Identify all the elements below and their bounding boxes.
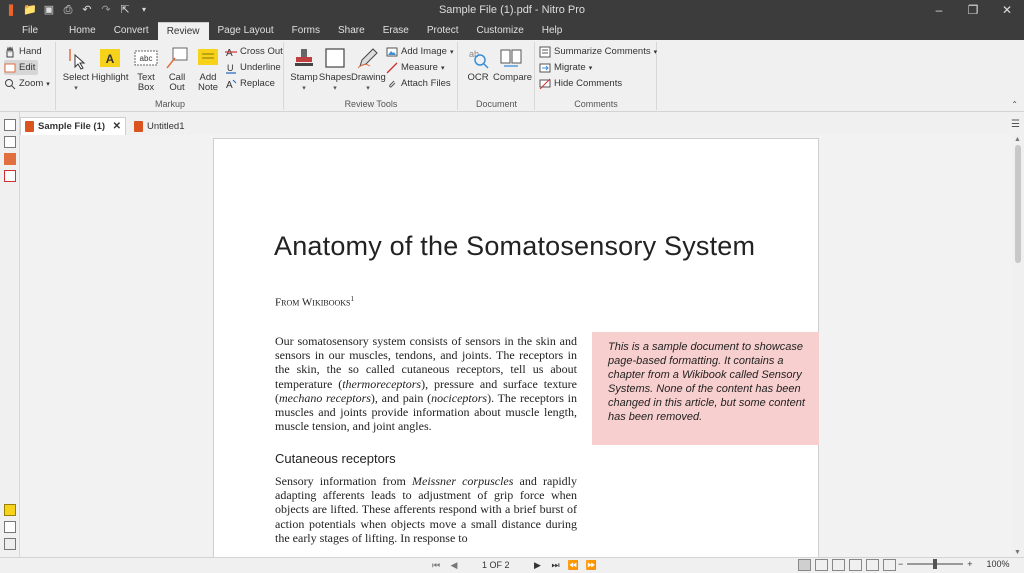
save-icon[interactable]: ▣ bbox=[43, 4, 55, 16]
shapes-button[interactable]: Shapes ▾ bbox=[318, 46, 352, 94]
left-side-panel bbox=[0, 112, 20, 557]
svg-text:A: A bbox=[105, 52, 115, 66]
last-page-icon[interactable]: ⏭ bbox=[551, 560, 560, 570]
migrate-icon bbox=[539, 62, 551, 74]
pdf-file-icon bbox=[25, 121, 34, 132]
tab-home[interactable]: Home bbox=[69, 25, 96, 36]
close-tab-icon[interactable]: ✕ bbox=[112, 121, 121, 132]
previous-view-icon[interactable]: ⏪ bbox=[567, 560, 580, 570]
markup-group-label: Markup bbox=[154, 99, 185, 109]
edit-icon bbox=[4, 62, 16, 74]
open-icon[interactable]: 📁 bbox=[23, 4, 37, 16]
previous-page-icon[interactable]: ◀ bbox=[450, 560, 458, 570]
drawing-icon bbox=[356, 46, 380, 70]
page-indicator[interactable]: 1 OF 2 bbox=[482, 560, 510, 570]
tab-page-layout[interactable]: Page Layout bbox=[217, 25, 274, 36]
call-out-icon bbox=[165, 46, 189, 70]
tab-list-icon[interactable]: ☰ bbox=[1011, 119, 1020, 130]
ocr-button[interactable]: ab OCR bbox=[461, 46, 495, 83]
zoom-out-icon[interactable]: − bbox=[898, 559, 904, 569]
cross-out-button[interactable]: A Cross Out bbox=[226, 46, 283, 58]
security-panel-icon[interactable] bbox=[4, 170, 16, 182]
compare-icon bbox=[499, 46, 523, 70]
tab-forms[interactable]: Forms bbox=[291, 25, 321, 36]
facing-view-icon[interactable] bbox=[832, 559, 845, 571]
customize-icon[interactable]: ▾ bbox=[141, 5, 146, 14]
measure-icon bbox=[386, 62, 398, 74]
document-paragraph: Our somatosensory system consists of sensors in the skin and sensors in our muscles, tendons, and joints. The receptors in the skin, the so called cutaneous receptors, tell us about temperature (thermoreceptors), pressure and surface texture (mechano receptors), and pain (nociceptors). The receptors in muscles and joints provide information about muscle length, muscle tension, and joint angles. bbox=[275, 334, 578, 434]
migrate-button[interactable]: Migrate ▾ bbox=[539, 60, 592, 75]
stamp-icon bbox=[292, 46, 316, 70]
text-box-button[interactable]: abc Text Box bbox=[129, 46, 163, 93]
review-tools-group bbox=[285, 42, 458, 110]
hide-comments-icon bbox=[539, 78, 551, 90]
svg-text:A: A bbox=[226, 79, 233, 90]
restore-button[interactable]: ❐ bbox=[967, 3, 979, 17]
document-tab-bar bbox=[20, 117, 1024, 135]
zoom-in-icon[interactable]: + bbox=[967, 559, 973, 569]
properties-panel-icon[interactable] bbox=[4, 538, 16, 550]
shapes-icon bbox=[323, 46, 347, 70]
compare-button[interactable]: Compare bbox=[493, 46, 529, 83]
svg-text:A: A bbox=[226, 47, 233, 58]
tab-customize[interactable]: Customize bbox=[476, 25, 524, 36]
next-page-icon[interactable]: ▶ bbox=[534, 560, 541, 570]
comments-group-label: Comments bbox=[574, 99, 618, 109]
footnote-marker: 1 bbox=[350, 295, 355, 303]
image-icon bbox=[386, 46, 398, 58]
document-viewer[interactable] bbox=[20, 135, 1012, 557]
zoom-control bbox=[898, 559, 1010, 569]
markup-group bbox=[57, 42, 284, 110]
pages-panel-icon[interactable] bbox=[4, 119, 16, 131]
ribbon bbox=[0, 40, 1024, 112]
tab-share[interactable]: Share bbox=[338, 25, 365, 36]
window-title: Sample File (1).pdf - Nitro Pro bbox=[438, 4, 586, 16]
paperclip-icon bbox=[386, 78, 398, 90]
highlight-icon bbox=[98, 46, 122, 70]
minimize-button[interactable]: – bbox=[935, 3, 943, 17]
review-tools-group-label: Review Tools bbox=[344, 99, 398, 109]
document-group bbox=[459, 42, 535, 110]
svg-text:ab: ab bbox=[469, 49, 480, 59]
cross-out-icon bbox=[225, 46, 237, 58]
page-navigation bbox=[430, 559, 598, 571]
undo-icon[interactable]: ↶ bbox=[82, 4, 92, 16]
hand-button[interactable]: Hand bbox=[4, 44, 42, 59]
replace-icon bbox=[225, 78, 237, 90]
next-view-icon[interactable]: ⏩ bbox=[585, 560, 598, 570]
zoom-icon bbox=[4, 78, 16, 90]
zoom-level[interactable]: 100% bbox=[986, 559, 1010, 569]
callout-box: This is a sample document to showcase page-based formatting. It contains a chapter from a Wikibook called Sensory Systems. None of the content has been changed in this article, but some content has been removed. bbox=[592, 332, 819, 445]
fit-page-icon[interactable] bbox=[883, 559, 896, 571]
redo-icon[interactable]: ↷ bbox=[101, 4, 111, 16]
comments-panel-icon[interactable] bbox=[4, 504, 16, 516]
summarize-comments-button[interactable]: Summarize Comments ▾ bbox=[539, 44, 657, 59]
tab-protect[interactable]: Protect bbox=[426, 25, 459, 36]
status-bar bbox=[0, 557, 1024, 573]
document-title: Anatomy of the Somatosensory System bbox=[274, 231, 756, 261]
text-box-icon bbox=[134, 46, 158, 70]
print-icon[interactable]: ⎙ bbox=[63, 4, 73, 16]
tab-file[interactable]: File bbox=[21, 25, 39, 36]
doc-tab-sample-file[interactable]: Sample File (1) ✕ bbox=[20, 117, 126, 135]
note-icon bbox=[196, 46, 220, 70]
navigation-group bbox=[0, 42, 56, 110]
fit-width-icon[interactable] bbox=[866, 559, 879, 571]
attachments-panel-icon[interactable] bbox=[4, 153, 16, 165]
zoom-slider[interactable] bbox=[907, 563, 963, 565]
edit-button[interactable]: Edit bbox=[4, 60, 38, 75]
facing-continuous-view-icon[interactable] bbox=[849, 559, 862, 571]
svg-text:abc: abc bbox=[139, 54, 153, 63]
zoom-slider-thumb[interactable] bbox=[933, 559, 937, 569]
tab-erase[interactable]: Erase bbox=[382, 25, 409, 36]
title-bar bbox=[0, 0, 1024, 22]
vertical-scrollbar[interactable] bbox=[1012, 135, 1024, 557]
stamp-button[interactable]: Stamp ▾ bbox=[287, 46, 321, 94]
document-group-label: Document bbox=[475, 99, 518, 109]
pdf-page bbox=[213, 138, 819, 557]
close-button[interactable]: ✕ bbox=[1001, 3, 1013, 17]
call-out-button[interactable]: Call Out bbox=[160, 46, 194, 93]
measure-button[interactable]: Measure ▾ bbox=[386, 60, 444, 75]
highlight-button[interactable]: A Highlight bbox=[91, 46, 129, 83]
scroll-down-icon[interactable]: ▼ bbox=[1014, 549, 1021, 556]
select-cursor-icon bbox=[64, 46, 88, 70]
summarize-icon bbox=[539, 46, 551, 58]
doc-tab-untitled1[interactable]: Untitled1 bbox=[130, 117, 189, 135]
svg-text:U: U bbox=[227, 62, 234, 73]
view-mode-buttons bbox=[798, 559, 896, 571]
window-controls bbox=[922, 0, 1024, 22]
tab-convert[interactable]: Convert bbox=[113, 25, 149, 36]
add-note-button[interactable]: Add Note bbox=[191, 46, 225, 93]
select-tool-icon[interactable]: ⇱ bbox=[120, 4, 130, 16]
document-source: From Wikibooks$^1$ bbox=[275, 295, 355, 309]
pdf-file-icon bbox=[134, 121, 143, 132]
hide-comments-button[interactable]: Hide Comments bbox=[539, 76, 622, 91]
document-heading: Cutaneous receptors bbox=[275, 451, 396, 466]
underline-button[interactable]: U Underline bbox=[227, 62, 281, 73]
scrollbar-thumb[interactable] bbox=[1015, 145, 1021, 263]
document-paragraph: Sensory information from Meissner corpuscles and rapidly adapting afferents leads to adjustment of grip force when objects are lifted. These afferents respond with a brief burst of action potentials when objects move a small distance during the early stages of lifting. In response to bbox=[275, 474, 577, 545]
drawing-button[interactable]: Drawing ▾ bbox=[351, 46, 385, 94]
zoom-button[interactable]: Zoom ▾ bbox=[4, 76, 50, 91]
underline-icon bbox=[225, 62, 237, 74]
ocr-icon bbox=[466, 46, 490, 70]
collapse-ribbon-icon[interactable]: ⌃ bbox=[1011, 100, 1018, 109]
add-image-button[interactable]: Add Image ▾ bbox=[386, 44, 453, 59]
comments-group bbox=[536, 42, 657, 110]
single-page-view-icon[interactable] bbox=[798, 559, 811, 571]
scroll-up-icon[interactable]: ▲ bbox=[1014, 136, 1021, 143]
select-button[interactable]: Select ▾ bbox=[59, 46, 93, 94]
bookmarks-panel-icon[interactable] bbox=[4, 136, 16, 148]
hand-icon bbox=[4, 46, 16, 58]
continuous-view-icon[interactable] bbox=[815, 559, 828, 571]
attach-files-button[interactable]: Attach Files bbox=[386, 76, 451, 91]
first-page-icon[interactable]: ⏮ bbox=[431, 560, 441, 570]
ribbon-tab-bar bbox=[0, 22, 1024, 40]
tab-review[interactable]: Review bbox=[158, 22, 209, 40]
nitro-logo-icon: ❚ bbox=[6, 4, 16, 16]
tab-help[interactable]: Help bbox=[541, 25, 563, 36]
output-panel-icon[interactable] bbox=[4, 521, 16, 533]
replace-button[interactable]: A Replace bbox=[226, 78, 275, 90]
